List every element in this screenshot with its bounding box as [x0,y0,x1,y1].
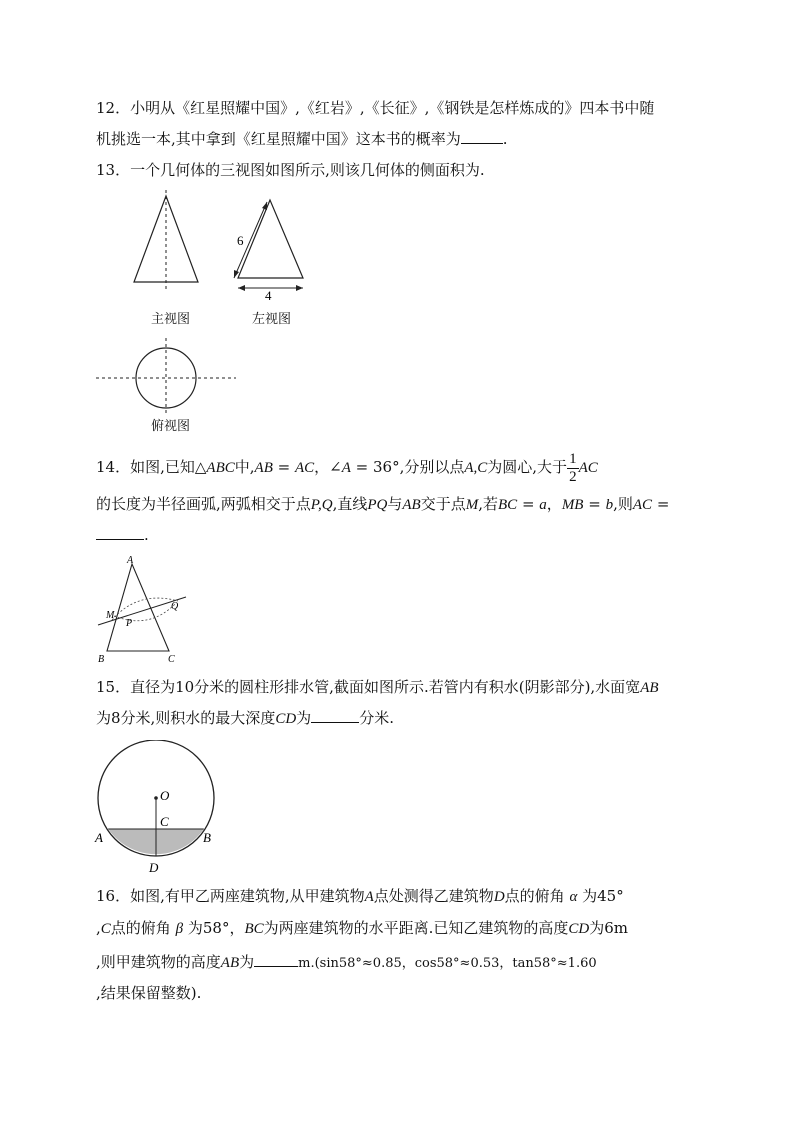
q16-t6: 点的俯角 [110,919,171,937]
q16-line2 [96,918,628,939]
q14-ab2: AB [402,497,421,513]
point-c: C [168,654,175,665]
point-p: P [126,618,133,629]
q14-ac3: AC [632,497,653,513]
q14-t3: = [272,458,295,476]
q16-t9: 为6m [589,919,629,937]
q14-m: M [465,497,479,513]
q12-line1: 12．小明从《红星照耀中国》,《红岩》,《长征》,《钢铁是怎样炼成的》四本书中随 [96,99,655,117]
q14-l2-t7: ， [546,495,562,513]
q14-angle-a: A [341,460,351,476]
base-label: 4 [265,288,272,302]
q16-t3: 点的俯角 [504,887,565,905]
q16-cd: CD [568,921,590,937]
q14-pq: P,Q [310,497,333,513]
q16-t10: ,则甲建筑物的高度 [96,953,221,971]
q15-t3: 为 [296,709,312,727]
q16-beta: β [175,921,184,937]
q14-ac: AC [294,460,315,476]
q16-c: C [100,921,111,937]
q14-l2-t4: 交于点 [420,495,466,513]
answer-blank [461,129,503,144]
point-b: B [98,654,105,665]
fraction-half [567,451,579,486]
q16-t11: 为 [239,953,255,971]
left-view-label: 左视图 [252,312,292,327]
q14-line3 [96,525,149,545]
answer-blank [254,952,298,967]
q14-period: . [144,526,149,544]
q14-t1: 14．如图,已知△ [96,458,207,476]
q13-line1: 13．一个几何体的三视图如图所示,则该几何体的侧面积为. [96,161,485,179]
label-o: O [160,788,170,803]
q16-t1: 16．如图,有甲乙两座建筑物,从甲建筑物 [96,887,365,905]
q14-pq2: PQ [367,497,388,513]
q14-l2-t6: = [517,495,540,513]
q14-mb: MB [561,497,584,513]
q14-l2-t1: 的长度为半径画弧,两弧相交于点 [96,495,311,513]
q14-b: b [605,497,614,513]
slant-label: 6 [237,233,244,248]
q14-line1 [96,450,598,484]
q14-t4: ，∠ [314,458,342,476]
triangle-abc [107,564,169,651]
q15-t4: 分米. [359,709,394,727]
q16-line3 [96,952,597,974]
q14-bc: BC [498,497,518,513]
q16-t7: 为58°， [187,919,245,937]
q16-d: D [493,889,505,905]
front-view-label: 主视图 [151,312,191,327]
q14-ac2: AC [578,460,598,476]
q14-t2: 中, [234,458,255,476]
q15-line2 [96,708,394,729]
q12-line2 [96,129,508,149]
answer-blank [311,708,359,723]
q16-bc: BC [244,921,264,937]
q16-t8: 为两座建筑物的水平距离.已知乙建筑物的高度 [263,919,569,937]
q16-line1 [96,886,624,907]
arc-lower [114,603,176,621]
q16-line4: ,结果保留整数). [96,984,202,1002]
q12-period: . [502,130,508,148]
left-view-figure [225,192,315,302]
label-d: D [149,860,159,874]
q16-alpha: α [569,889,578,905]
q14-l2-t10: = [652,495,670,513]
q15-cd: CD [275,711,297,727]
label-b: B [203,830,211,845]
q14-l2-t2: ,直线 [332,495,368,513]
base-arrow-left [238,285,245,291]
point-q: Q [171,601,179,612]
q16-trig-values: m.(sin58°≈0.85，cos58°≈0.53，tan58°≈1.60 [298,956,597,971]
q15-t1: 15．直径为10分米的圆柱形排水管,截面如图所示.若管内有积水(阴影部分),水面宽 [96,678,641,696]
q14-points-ac: A,C [464,460,488,476]
fraction-numerator: 1 [569,450,577,467]
q14-ab: AB [254,460,273,476]
label-a: A [95,830,103,845]
label-c: C [160,814,169,829]
q14-line2 [96,494,669,515]
q14-abc: ABC [206,460,235,476]
q15-line1 [96,677,659,698]
q14-l2-t9: ,则 [613,495,633,513]
q14-a: a [539,497,547,513]
fraction-denominator: 2 [569,468,577,485]
q14-l2-t5: ,若 [478,495,499,513]
arc-upper [112,598,178,620]
q15-ab: AB [640,680,659,696]
q14-t6: 为圆心,大于 [487,458,568,476]
base-arrow-right [296,285,303,291]
q12-text: 机挑选一本,其中拿到《红星照耀中国》这本书的概率为 [96,130,461,148]
q16-t5: , [96,919,101,937]
left-view-triangle [238,200,303,278]
slant-arrow-top [262,202,267,210]
point-m: M [106,610,115,621]
triangle-figure [92,552,202,667]
q14-l2-t3: 与 [387,495,403,513]
q14-l2-t8: = [583,495,606,513]
q14-t5: = 36°,分别以点 [350,458,465,476]
pipe-figure [88,740,224,874]
top-view-label: 俯视图 [151,419,191,434]
q16-t2: 点处测得乙建筑物 [373,887,494,905]
center-o [154,796,158,800]
answer-blank [96,525,144,540]
q16-t4: 为45° [582,887,624,905]
q16-ab: AB [220,955,240,971]
q15-t2: 为8分米,则积水的最大深度 [96,709,276,727]
q16-a: A [364,889,374,905]
point-a: A [127,555,134,566]
